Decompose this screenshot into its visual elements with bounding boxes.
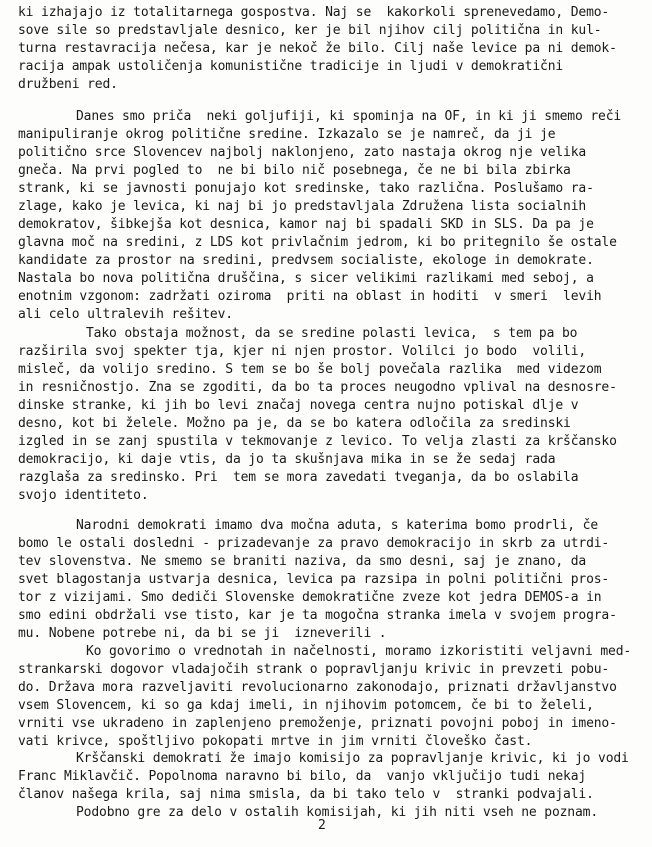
text-line: misleč, da volijo sredino. S tem se bo še bolj povečala razlika med videzom — [18, 362, 602, 377]
text-line: ali celo ultralevih rešitev. — [18, 307, 233, 322]
text-line: strank, ki se javnosti ponujajo kot sredinske, tako različna. Poslušamo ra- — [18, 181, 594, 196]
text-line: enotnim vzgonom: zadržati oziroma priti na oblast in hoditi v smeri levih — [18, 289, 602, 304]
text-line: bomo le ostali dosledni - prizadevanje za pravo demokracijo in skrb za utrdi- — [18, 536, 610, 551]
text-line: vsem Slovencem, ki so ga kdaj imeli, in njihovim potomcem, če bi to želeli, — [18, 698, 594, 713]
text-line: ki izhajajo iz totalitarnega gospostva. Naj se kakorkoli sprenevedamo, Demo- — [18, 5, 610, 20]
page-number: 2 — [318, 818, 326, 833]
text-line: in resničnostjo. Zna se zgoditi, da bo ta proces neugodno vplival na desnosre- — [18, 380, 617, 395]
text-line: sove sile so predstavljale desnico, ker je bil njihov cilj politična in kul- — [18, 23, 602, 38]
text-line: glavna moč na sredini, z LDS kot privlačnim jedrom, ki bo pritegnilo še ostale — [18, 235, 617, 250]
text-line: Ko govorimo o vrednotah in načelnosti, moramo izkoristiti veljavni med- — [86, 644, 632, 659]
text-line: Tako obstaja možnost, da se sredine polasti levica, s tem pa bo — [86, 326, 578, 341]
text-line: Nastala bo nova politična druščina, s sicer velikimi razlikami med seboj, a — [18, 271, 594, 286]
text-line: do. Država mora razveljaviti revolucionarno zakonodajo, priznati državljanstvo — [18, 680, 617, 695]
text-line: svet blagostanja ustvarja desnica, levica pa razsipa in polni politični pros- — [18, 572, 610, 587]
text-line: racija ampak ustoličenja komunistične tradicije in ljudi v demokratični — [18, 59, 564, 74]
text-line: dinske stranke, ki jih bo levi značaj novega centra nujno potiskal dlje v — [18, 398, 579, 413]
text-line: izgled in se zanj spustila v tekmovanje z levico. To velja zlasti za krščansko — [18, 434, 617, 449]
text-line: zlage, kako je levica, ki naj bi jo predstavljala Združena lista socialnih — [18, 199, 587, 214]
text-line: desno, kot bi želele. Možno pa je, da se bo katera odločila za sredinski — [18, 416, 571, 431]
text-line: družbeni red. — [18, 77, 118, 92]
text-line: Podobno gre za delo v ostalih komisijah, ki jih niti vseh ne poznam. — [76, 805, 599, 820]
text-line: Krščanski demokrati že imajo komisijo za popravljanje krivic, ki jo vodi — [76, 751, 629, 766]
text-line: manipuliranje okrog politične sredine. Izkazalo se je namreč, da ji je — [18, 127, 556, 142]
text-line: demokratov, šibkejša kot desnica, kamor naj bi spadali SKD in SLS. Da pa je — [18, 217, 594, 232]
text-line: razširila svoj spekter tja, kjer ni njen prostor. Volilci jo bodo volili, — [18, 344, 587, 359]
text-line: tev slovenstva. Ne smemo se braniti naziva, da smo desni, saj je znano, da — [18, 554, 587, 569]
text-line: članov našega krila, saj nima smisla, da bi tako telo v stranki podvajali. — [18, 787, 594, 802]
text-line: razglaša za sredinsko. Pri tem se mora zavedati tveganja, da bo oslabila — [18, 470, 579, 485]
text-line: svojo identiteto. — [18, 488, 149, 503]
text-line: vati krivce, spoštljivo pokopati mrtve in jim vrniti človeško čast. — [18, 734, 533, 749]
text-line: kandidate za prostor na sredini, predvsem socialiste, ekologe in demokrate. — [18, 253, 594, 268]
text-line: mu. Nobene potrebe ni, da bi se ji izneverili . — [18, 626, 387, 641]
text-line: Franc Miklavčič. Popolnoma naravno bi bilo, da vanjo vključijo tudi nekaj — [18, 769, 587, 784]
text-line: Danes smo priča neki goljufiji, ki spominja na OF, in ki ji smemo reči — [76, 109, 622, 124]
text-line: demokracijo, ki daje vtis, da jo ta skušnjava mika in se že sedaj rada — [18, 452, 556, 467]
text-line: turna restavracija nečesa, kar je nekoč že bilo. Cilj naše levice pa ni demok- — [18, 41, 617, 56]
text-line: smo edini obdržali vse tisto, kar je ta mogočna stranka imela v svojem progra- — [18, 608, 617, 623]
text-line: gneča. Na prvi pogled to ne bi bilo nič posebnega, če ne bi bila zbirka — [18, 163, 571, 178]
text-line: politično srce Slovencev najbolj naklonjeno, zato nastaja okrog nje velika — [18, 145, 587, 160]
text-line: vrniti vse ukradeno in zaplenjeno premoženje, priznati povojni poboj in imeno- — [18, 716, 617, 731]
text-line: tor z vizijami. Smo dediči Slovenske demokratične zveze kot jedra DEMOS-a in — [18, 590, 602, 605]
text-line: strankarski dogovor vladajočih strank o popravljanju krivic in prevzeti pobu- — [18, 662, 610, 677]
text-line: Narodni demokrati imamo dva močna aduta, s katerima bomo prodrli, če — [76, 518, 599, 533]
